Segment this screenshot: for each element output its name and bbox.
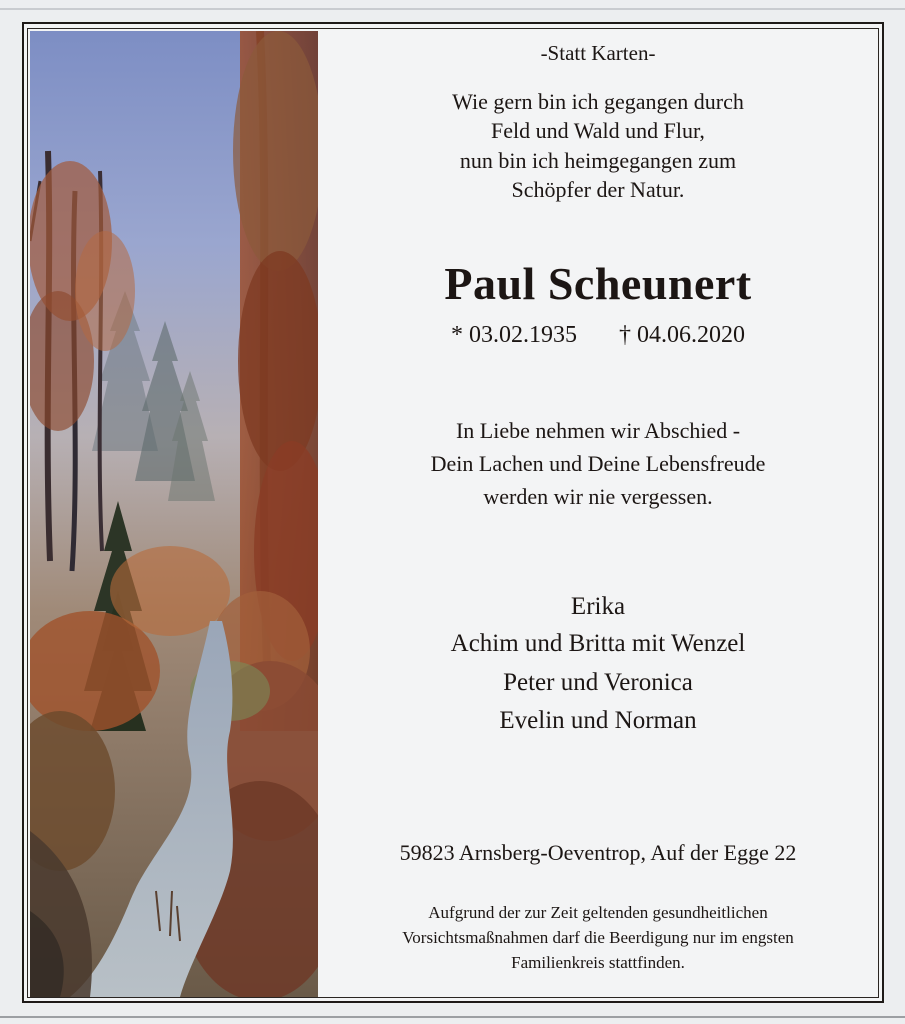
farewell-line: werden wir nie vergessen. [483,484,713,509]
funeral-note-line: Vorsichtsmaßnahmen darf die Beerdigung nur im engsten [402,928,794,947]
notice-text-column [320,31,876,997]
header-statt-karten: -Statt Karten- [540,41,656,65]
poem-line: Wie gern bin ich gegangen durch [452,89,744,114]
death-date: † 04.06.2020 [619,322,745,348]
poem-line: Schöpfer der Natur. [511,177,685,202]
family-member: Achim und Britta mit Wenzel [450,630,746,657]
poem-line: nun bin ich heimgegangen zum [459,148,737,173]
funeral-note-line: Aufgrund der zur Zeit geltenden gesundheitlichen [428,903,768,922]
farewell-line: Dein Lachen und Deine Lebensfreude [430,451,766,476]
deceased-name: Paul Scheunert [444,258,752,309]
family-member: Evelin und Norman [499,707,697,734]
farewell-line: In Liebe nehmen wir Abschied - [455,418,741,443]
family-member: Peter und Veronica [503,669,693,696]
funeral-note-line: Familienkreis stattfinden. [511,953,685,972]
poem-line: Feld und Wald und Flur, [491,118,705,143]
page-rule-bottom [0,1016,905,1018]
birth-date: * 03.02.1935 [451,322,577,348]
family-member: Erika [570,593,626,620]
address: 59823 Arnsberg-Oeventrop, Auf der Egge 22 [399,840,797,865]
life-dates [320,322,876,349]
landscape-painting [30,31,318,997]
page-rule-top [0,8,905,10]
